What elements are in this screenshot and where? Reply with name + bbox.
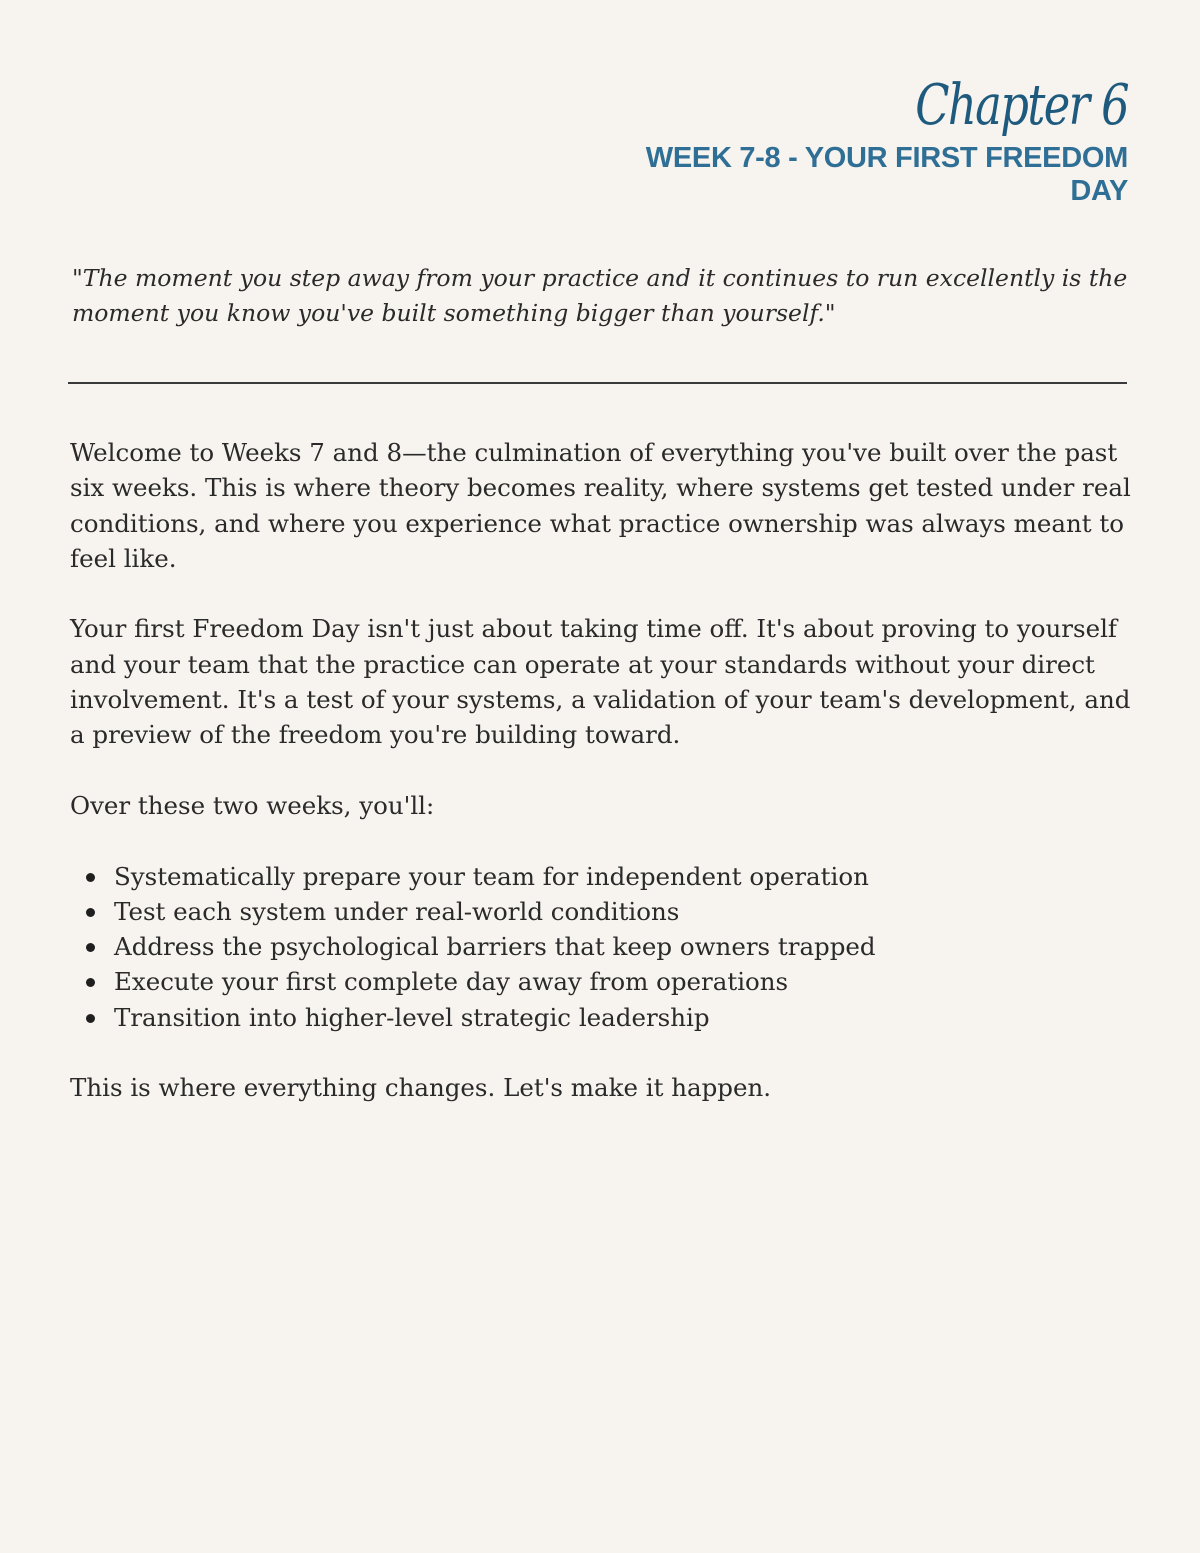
chapter-title: Chapter 6 [915, 73, 1128, 138]
list-item [70, 1000, 1140, 1035]
bullet-icon [86, 978, 95, 987]
list-item-text: Systematically prepare your team for independent operation [114, 861, 869, 891]
freedom-day-paragraph: Your first Freedom Day isn't just about taking time off. It's about proving to yourself and your team that the practice can operate at your standards without your direct involvement. It's a test of your systems, a validation of your team's development, and a preview of the freedom you're building toward. [70, 614, 1131, 750]
goals-list [70, 859, 1140, 1035]
list-item-text: Execute your first complete day away from operations [114, 967, 789, 997]
list-item-text: Test each system under real-world conditions [114, 896, 680, 926]
list-item-text: Address the psychological barriers that keep owners trapped [114, 932, 876, 962]
bullet-icon [86, 873, 95, 882]
intro-paragraph: Welcome to Weeks 7 and 8—the culmination of everything you've built over the past six weeks. This is where theory becomes reality, where systems get tested under real conditions, and where you experience what practice ownership was always meant to feel like. [70, 438, 1131, 573]
list-item [70, 929, 1140, 964]
chapter-subtitle [568, 142, 1128, 208]
list-item [70, 859, 1140, 894]
bullet-icon [86, 1014, 95, 1023]
chapter-subtitle-line-2: DAY [1070, 175, 1128, 207]
list-intro-paragraph: Over these two weeks, you'll: [70, 790, 435, 820]
list-item [70, 894, 1140, 929]
chapter-body [70, 435, 1140, 1141]
closing-paragraph: This is where everything changes. Let's make it happen. [70, 1073, 772, 1103]
section-divider [68, 382, 1127, 384]
chapter-heading [568, 72, 1128, 208]
chapter-subtitle-line-1: WEEK 7-8 - YOUR FIRST FREEDOM [645, 142, 1128, 174]
list-item [70, 964, 1140, 999]
list-item-text: Transition into higher-level strategic leadership [114, 1002, 710, 1032]
bullet-icon [86, 943, 95, 952]
bullet-icon [86, 908, 95, 917]
epigraph-quote: "The moment you step away from your practice and it continues to run excellently is the moment you know you've built something bigger than yourself." [72, 264, 1128, 327]
